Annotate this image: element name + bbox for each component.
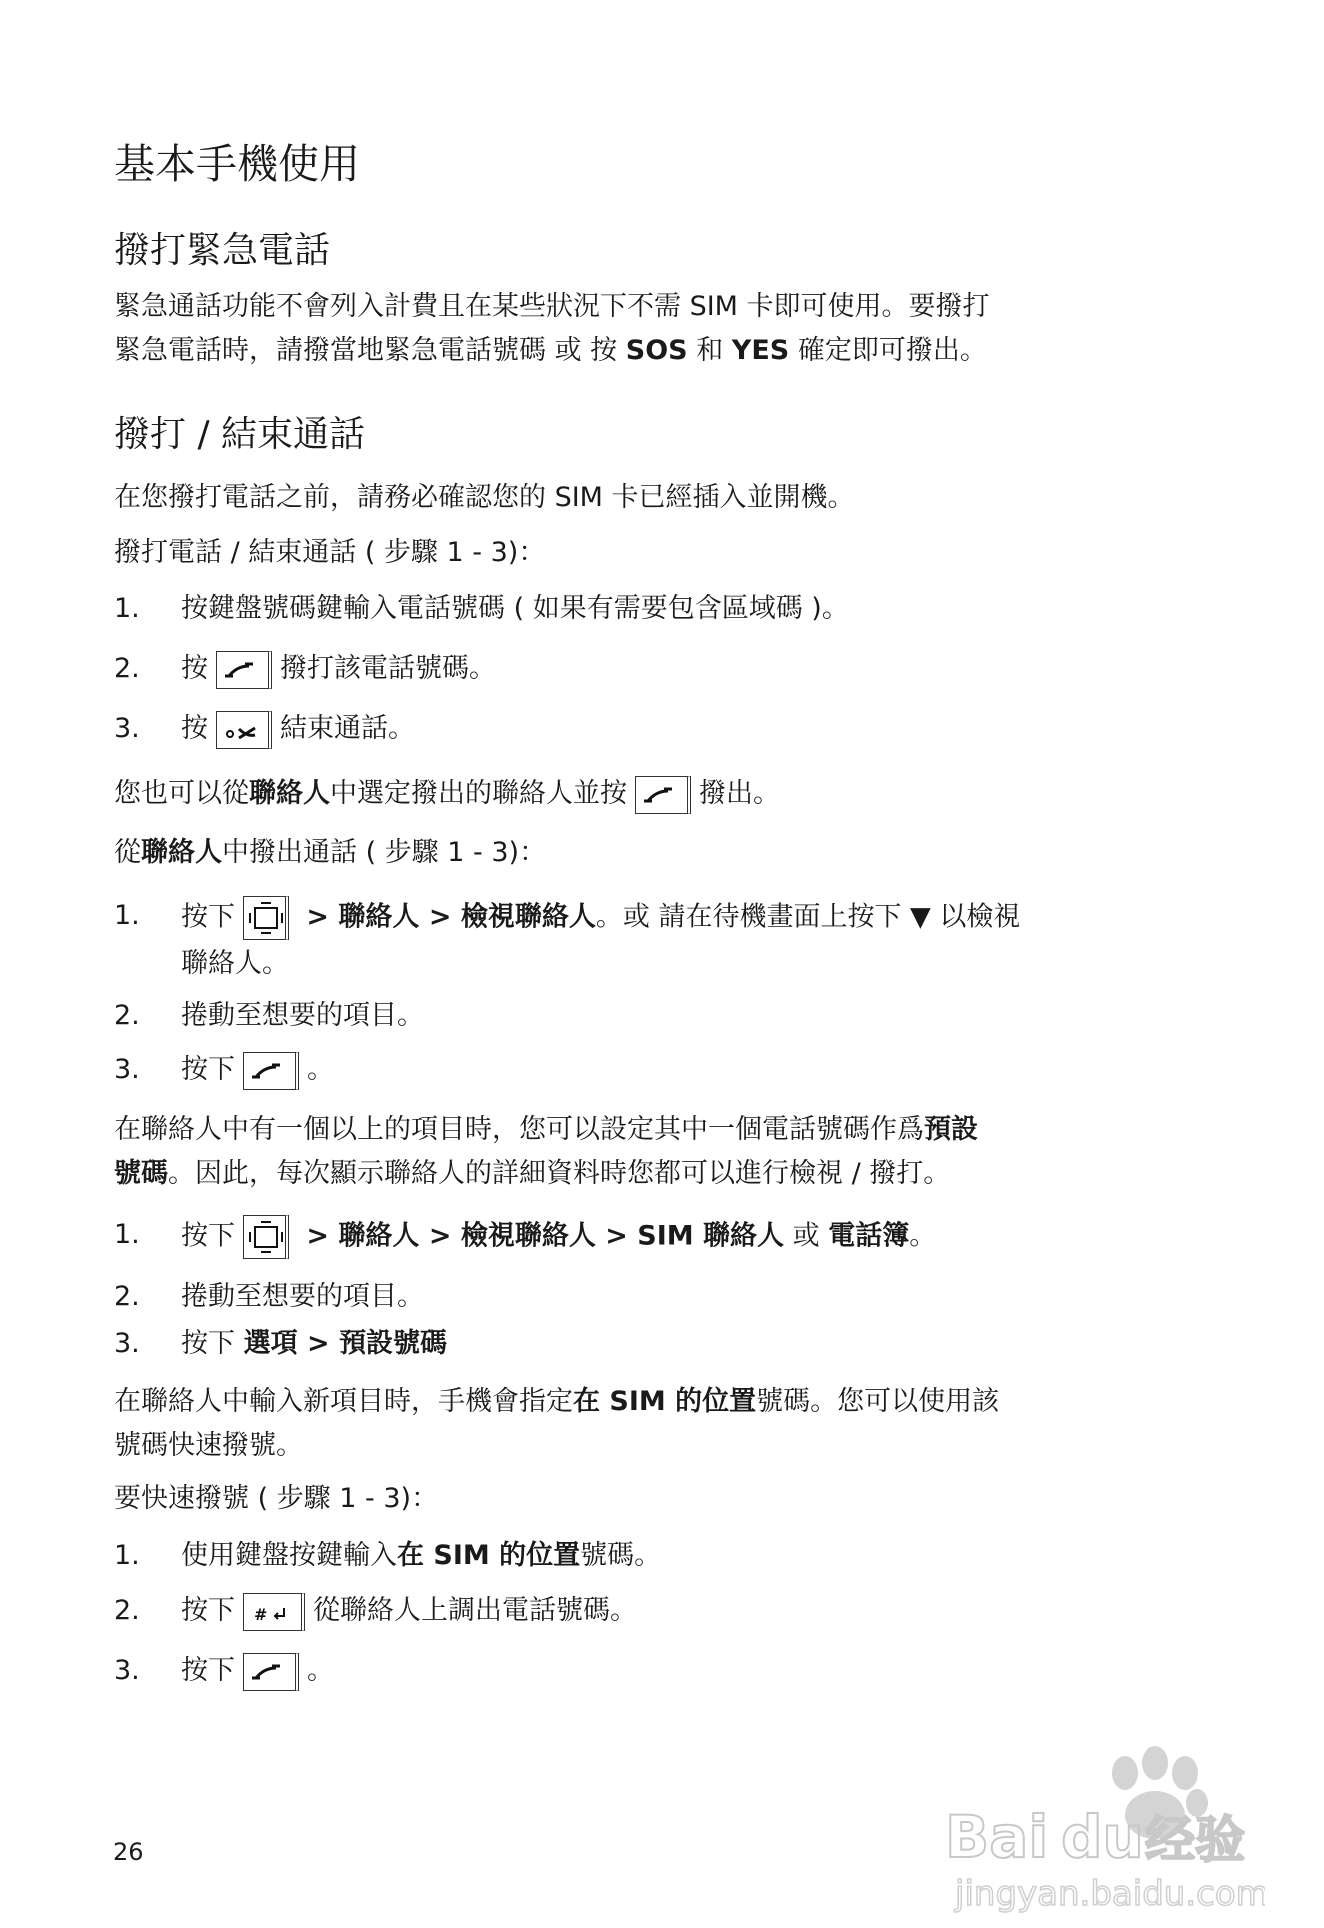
default-number-paragraph-line1: 在聯絡人中有一個以上的項目時，您可以設定其中一個電話號碼作爲預設 bbox=[114, 1114, 978, 1145]
step-text: 按鍵盤號碼鍵輸入電話號碼 ( 如果有需要包含區域碼 )。 bbox=[181, 593, 849, 624]
step-number: 1. bbox=[114, 593, 140, 624]
step-number: 2. bbox=[114, 653, 140, 684]
step-text: 按下 。 bbox=[181, 1050, 334, 1090]
svg-text:jingyan.baidu.com: jingyan.baidu.com bbox=[955, 1874, 1265, 1914]
contact-steps-title: 從聯絡人中撥出通話 ( 步驟 1 - 3)： bbox=[114, 837, 547, 868]
step-text: 按 結束通話。 bbox=[181, 709, 415, 749]
step-text: 按 撥打該電話號碼。 bbox=[181, 649, 496, 689]
step-number: 2. bbox=[114, 1595, 140, 1626]
step-number: 2. bbox=[114, 1281, 140, 1312]
step-text: 捲動至想要的項目。 bbox=[181, 1281, 424, 1312]
menu-key-icon bbox=[243, 896, 289, 940]
call-key-icon bbox=[635, 776, 691, 814]
step-number: 1. bbox=[114, 900, 140, 931]
step-number: 1. bbox=[114, 1219, 140, 1250]
call-steps-title: 撥打電話 / 結束通話 ( 步驟 1 - 3)： bbox=[114, 537, 546, 568]
end-call-key-icon bbox=[216, 711, 272, 749]
step-number: 1. bbox=[114, 1540, 140, 1571]
baidu-jingyan-watermark bbox=[935, 1725, 1265, 1915]
section-heading-call: 撥打 / 結束通話 bbox=[114, 414, 366, 455]
location-paragraph-line1: 在聯絡人中輸入新項目時，手機會指定在 SIM 的位置號碼。您可以使用該 bbox=[114, 1386, 1000, 1417]
svg-text:Bai: Bai bbox=[945, 1803, 1049, 1871]
section-heading-emergency: 撥打緊急電話 bbox=[114, 230, 331, 271]
paw-logo-icon bbox=[935, 1725, 1265, 1915]
svg-text:#: # bbox=[254, 1604, 268, 1624]
step-number: 3. bbox=[114, 1054, 140, 1085]
step-text: 按下 。 bbox=[181, 1651, 334, 1691]
step-text-continued: 聯絡人。 bbox=[181, 948, 289, 979]
contact-dial-paragraph: 您也可以從聯絡人中選定撥出的聯絡人並按 撥出。 bbox=[114, 772, 1174, 815]
default-number-paragraph-line2: 號碼。因此，每次顯示聯絡人的詳細資料時您都可以進行檢視 / 撥打。 bbox=[114, 1158, 951, 1189]
step-number: 3. bbox=[114, 1328, 140, 1359]
step-text: 按下 > 聯絡人 > 檢視聯絡人 > SIM 聯絡人 或 電話簿。 bbox=[181, 1215, 936, 1259]
menu-key-icon bbox=[243, 1215, 289, 1259]
step-text: 捲動至想要的項目。 bbox=[181, 1000, 424, 1031]
step-text: 使用鍵盤按鍵輸入在 SIM 的位置號碼。 bbox=[181, 1540, 662, 1571]
svg-text:du: du bbox=[1061, 1803, 1144, 1871]
call-key-icon bbox=[243, 1653, 299, 1691]
hash-key-icon bbox=[243, 1593, 305, 1631]
emergency-paragraph-line1: 緊急通話功能不會列入計費且在某些狀況下不需 SIM 卡即可使用。要撥打 bbox=[114, 291, 990, 322]
call-intro: 在您撥打電話之前，請務必確認您的 SIM 卡已經插入並開機。 bbox=[114, 482, 855, 513]
location-paragraph-line2: 號碼快速撥號。 bbox=[114, 1430, 303, 1461]
step-number: 2. bbox=[114, 1000, 140, 1031]
step-text: 按下 > 聯絡人 > 檢視聯絡人。或 請在待機畫面上按下 ▼ 以檢視 bbox=[181, 896, 1020, 940]
call-key-icon bbox=[216, 651, 272, 689]
emergency-paragraph-line2: 緊急電話時，請撥當地緊急電話號碼 或 按 SOS 和 YES 確定即可撥出。 bbox=[114, 335, 987, 366]
step-number: 3. bbox=[114, 1655, 140, 1686]
call-key-icon bbox=[243, 1052, 299, 1090]
step-text: 按下 選項 > 預設號碼 bbox=[181, 1328, 448, 1359]
step-text: 按下 # 從聯絡人上調出電話號碼。 bbox=[181, 1591, 637, 1631]
speed-dial-title: 要快速撥號 ( 步驟 1 - 3)： bbox=[114, 1483, 439, 1514]
step-number: 3. bbox=[114, 713, 140, 744]
page-number: 26 bbox=[113, 1838, 144, 1866]
svg-text:经验: 经验 bbox=[1145, 1811, 1245, 1869]
page-title: 基本手機使用 bbox=[114, 140, 360, 188]
